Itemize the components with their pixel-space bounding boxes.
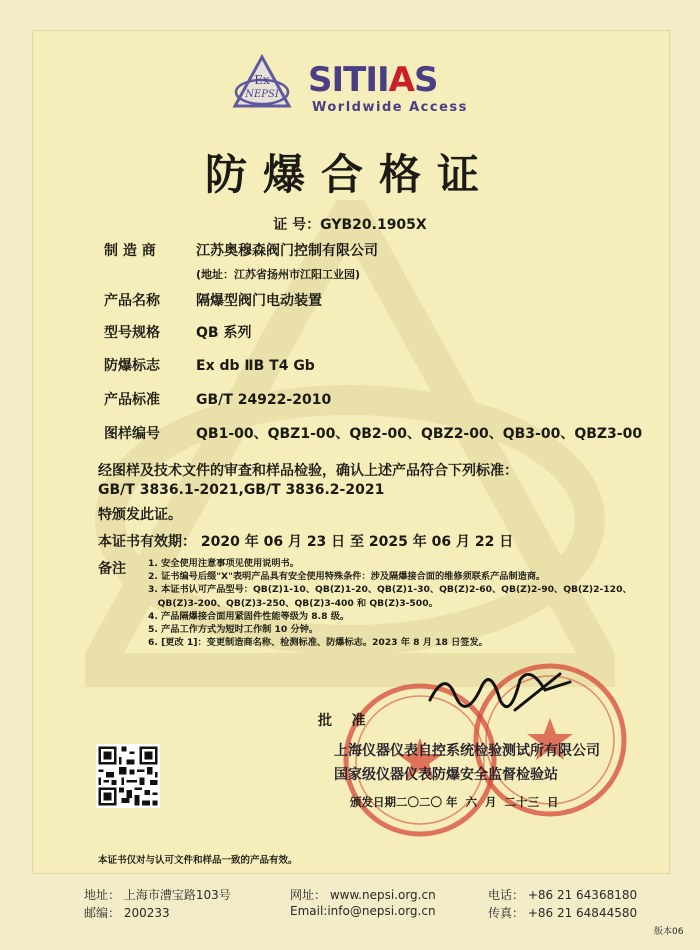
- validity-footnote: 本证书仅对与认可文件和样品一致的产品有效。: [98, 855, 298, 866]
- statement-line-3: 特颁发此证。: [98, 507, 182, 523]
- field-product-name: [104, 290, 322, 310]
- field-drawing-numbers: [104, 423, 642, 443]
- field-label: 图样编号: [104, 426, 160, 442]
- footer-fax: 传真： +86 21 64844580: [488, 906, 638, 920]
- nepsi-ex-logo: [232, 54, 292, 114]
- brand-logo: SITIIAS: [308, 60, 438, 100]
- field-standard: [104, 389, 331, 409]
- remarks-list: [148, 557, 638, 649]
- logo-ex-text: Ex: [254, 73, 270, 87]
- validity-period: 本证书有效期： 2020 年 06 月 23 日 至 2025 年 06 月 22 日: [98, 534, 514, 550]
- brand-tagline: Worldwide Access: [312, 100, 468, 115]
- qr-code: [96, 744, 160, 808]
- logo-nepsi-text: NEPSI: [245, 89, 279, 100]
- field-ex-marking: [104, 355, 315, 375]
- field-value: 江苏奥穆森阀门控制有限公司: [196, 243, 378, 259]
- brand-accent-letter: A: [388, 60, 414, 100]
- field-label: 产品名称: [104, 293, 160, 309]
- footer-website: 网址： www.nepsi.org.cn: [290, 888, 436, 902]
- remark-item: 4. 产品隔爆接合面用紧固件性能等级为 8.8 级。: [148, 610, 350, 622]
- remark-item: QB(Z)3-200、QB(Z)3-250、QB(Z)3-400 和 QB(Z)3-500。: [148, 597, 438, 609]
- field-label: 型号规格: [104, 325, 160, 341]
- field-model: [104, 322, 251, 342]
- inspection-station: 国家级仪器仪表防爆安全监督检验站: [334, 767, 558, 783]
- remark-item: 3. 本证书认可产品型号：QB(Z)1-10、QB(Z)1-20、QB(Z)1-30、QB(Z)2-60、QB(Z)2-90、QB(Z)2-120、: [148, 584, 632, 596]
- field-value: GB/T 24922-2010: [196, 392, 332, 408]
- statement-standards: GB/T 3836.1-2021,GB/T 3836.2-2021: [98, 482, 385, 498]
- footer-address: 地址： 上海市漕宝路103号: [84, 888, 231, 902]
- footer-postcode: 邮编： 200233: [84, 906, 170, 920]
- statement-line-1: 经图样及技术文件的审查和样品检验，确认上述产品符合下列标准：: [98, 463, 518, 479]
- field-value: Ex db ⅡB T4 Gb: [196, 358, 315, 374]
- field-label: 制 造 商: [104, 243, 156, 259]
- document-title: 防爆合格证: [204, 150, 495, 199]
- version-label: 版本06: [654, 927, 684, 937]
- approval-label: 批 准: [318, 713, 366, 729]
- field-value: QB 系列: [196, 325, 252, 341]
- footer-email: Email:info@nepsi.org.cn: [290, 904, 436, 918]
- remark-item: 1. 安全使用注意事项见使用说明书。: [148, 558, 299, 569]
- remark-item: 2. 证书编号后缀"X"表明产品具有安全使用特殊条件：涉及隔爆接合面的维修须联系产品制造商。: [148, 571, 546, 583]
- field-label: 产品标准: [104, 392, 160, 408]
- footer-phone: 电话： +86 21 64368180: [488, 888, 638, 902]
- field-manufacturer: [104, 240, 378, 260]
- issue-date: 颁发日期二〇二〇 年 六 月 二十三 日: [350, 795, 559, 809]
- remarks-label: 备注: [98, 561, 126, 577]
- manufacturer-address: (地址：江苏省扬州市江阳工业园): [196, 268, 361, 281]
- approver-signature: [420, 660, 580, 730]
- remark-item: 6. [更改 1]：变更制造商名称、检测标准、防爆标志。2023 年 8 月 18 日签发。: [148, 637, 488, 649]
- field-label: 防爆标志: [104, 358, 160, 374]
- field-value: 隔爆型阀门电动装置: [196, 293, 322, 309]
- field-value: QB1-00、QBZ1-00、QB2-00、QBZ2-00、QB3-00、QBZ3-00: [196, 426, 643, 442]
- issuing-organization: 上海仪器仪表自控系统检验测试所有限公司: [334, 743, 600, 759]
- header-logos: [232, 54, 482, 124]
- remark-item: 5. 产品工作方式为短时工作制 10 分钟。: [148, 624, 319, 636]
- certificate-number: 证 号：GYB20.1905X: [273, 217, 427, 233]
